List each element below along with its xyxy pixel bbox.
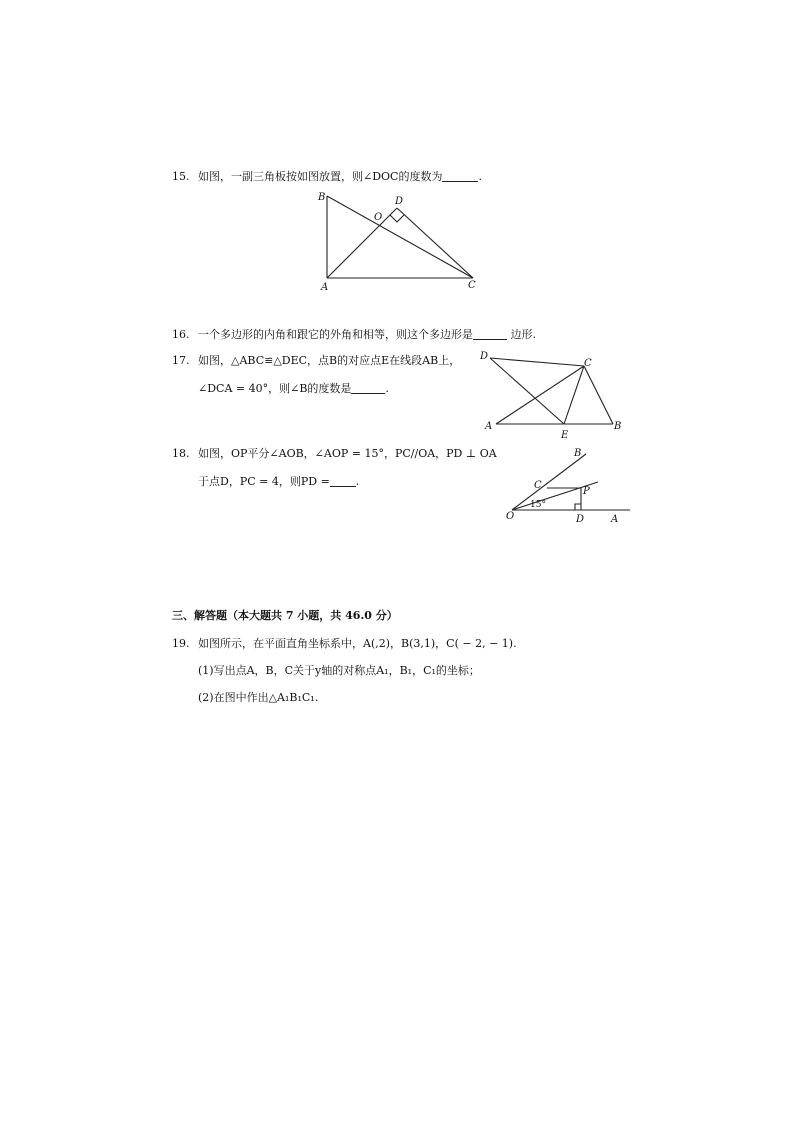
q19-text-line1: [172, 637, 517, 651]
q15-label-O: O: [374, 212, 383, 223]
q18-line2: 于点D，PC = 4，则PD =: [198, 475, 330, 488]
q15-end: .: [478, 170, 482, 183]
q18-line1: 如图，OP平分∠AOB，∠AOP = 15°，PC//OA，PD ⊥ OA: [198, 447, 497, 460]
q18-right-angle-mark: [575, 504, 581, 510]
q15-number: 15.: [172, 170, 190, 183]
q17-answer-blank[interactable]: [351, 382, 385, 394]
q16-text: 一个多边形的内角和跟它的外角和相等，则这个多边形是: [198, 328, 473, 341]
q15-figure: [310, 188, 490, 298]
q17-label-A: A: [485, 421, 493, 432]
q18-label-A: A: [611, 514, 619, 525]
q17-line2: ∠DCA = 40°，则∠B的度数是: [198, 382, 352, 395]
q18-text-line1: [172, 447, 497, 461]
q17-end: .: [385, 382, 389, 395]
q15-label-A: A: [321, 282, 329, 293]
q18-label-C: C: [534, 480, 542, 491]
q17-text-line2: [198, 382, 389, 396]
q15-answer-blank[interactable]: [442, 170, 478, 182]
q15-label-D: D: [395, 196, 404, 207]
q18-text-line2: [198, 475, 359, 489]
q19-number: 19.: [172, 637, 190, 650]
q18-label-D: D: [576, 514, 585, 525]
section3-title: 三、解答题（本大题共 7 小题，共 46.0 分）: [172, 609, 398, 622]
q17-line1: 如图，△ABC≌△DEC，点B的对应点E在线段AB上，: [198, 354, 461, 367]
q17-label-E: E: [561, 430, 569, 441]
q15-segment-BC: [327, 196, 473, 278]
q15-segment-AD: [327, 208, 397, 278]
q18-figure: [500, 444, 640, 524]
q16-end: 边形.: [507, 328, 536, 341]
q17-segment-DC: [490, 358, 584, 366]
q15-label-C: C: [468, 280, 476, 291]
q18-number: 18.: [172, 447, 190, 460]
q18-angle-label: 15°: [530, 500, 546, 510]
q15-right-angle-mark: [390, 215, 404, 222]
q19-line1: 如图所示，在平面直角坐标系中，A(,2)，B(3,1)，C( − 2, − 1).: [198, 637, 517, 650]
q17-label-C: C: [584, 358, 592, 369]
q17-text-line1: [172, 354, 460, 368]
q18-end: .: [355, 475, 360, 488]
q15-text: 如图，一副三角板按如图放置，则∠DOC的度数为: [198, 170, 443, 183]
q17-label-B: B: [614, 421, 622, 432]
q18-label-P: P: [583, 486, 590, 497]
q16-number: 16.: [172, 328, 190, 341]
q17-number: 17.: [172, 354, 190, 367]
q15-text-line: [172, 170, 482, 184]
q17-segment-CE: [564, 366, 584, 424]
q16-answer-blank[interactable]: [473, 328, 507, 340]
q18-answer-blank[interactable]: [330, 475, 356, 487]
q18-label-B: B: [574, 448, 582, 459]
q19-part2: (2)在图中作出△A₁B₁C₁.: [198, 691, 319, 704]
q18-ray-OB: [512, 454, 586, 510]
q17-segment-CB: [584, 366, 613, 424]
q17-segment-DE: [490, 358, 564, 424]
q17-label-D: D: [480, 351, 489, 362]
q16-text-line: [172, 328, 536, 342]
q15-label-B: B: [318, 192, 326, 203]
q19-part1: (1)写出点A，B，C关于y轴的对称点A₁，B₁，C₁的坐标；: [198, 664, 480, 677]
q18-label-O: O: [506, 511, 515, 522]
q17-figure: [476, 345, 636, 440]
q15-segment-DC: [397, 208, 473, 278]
